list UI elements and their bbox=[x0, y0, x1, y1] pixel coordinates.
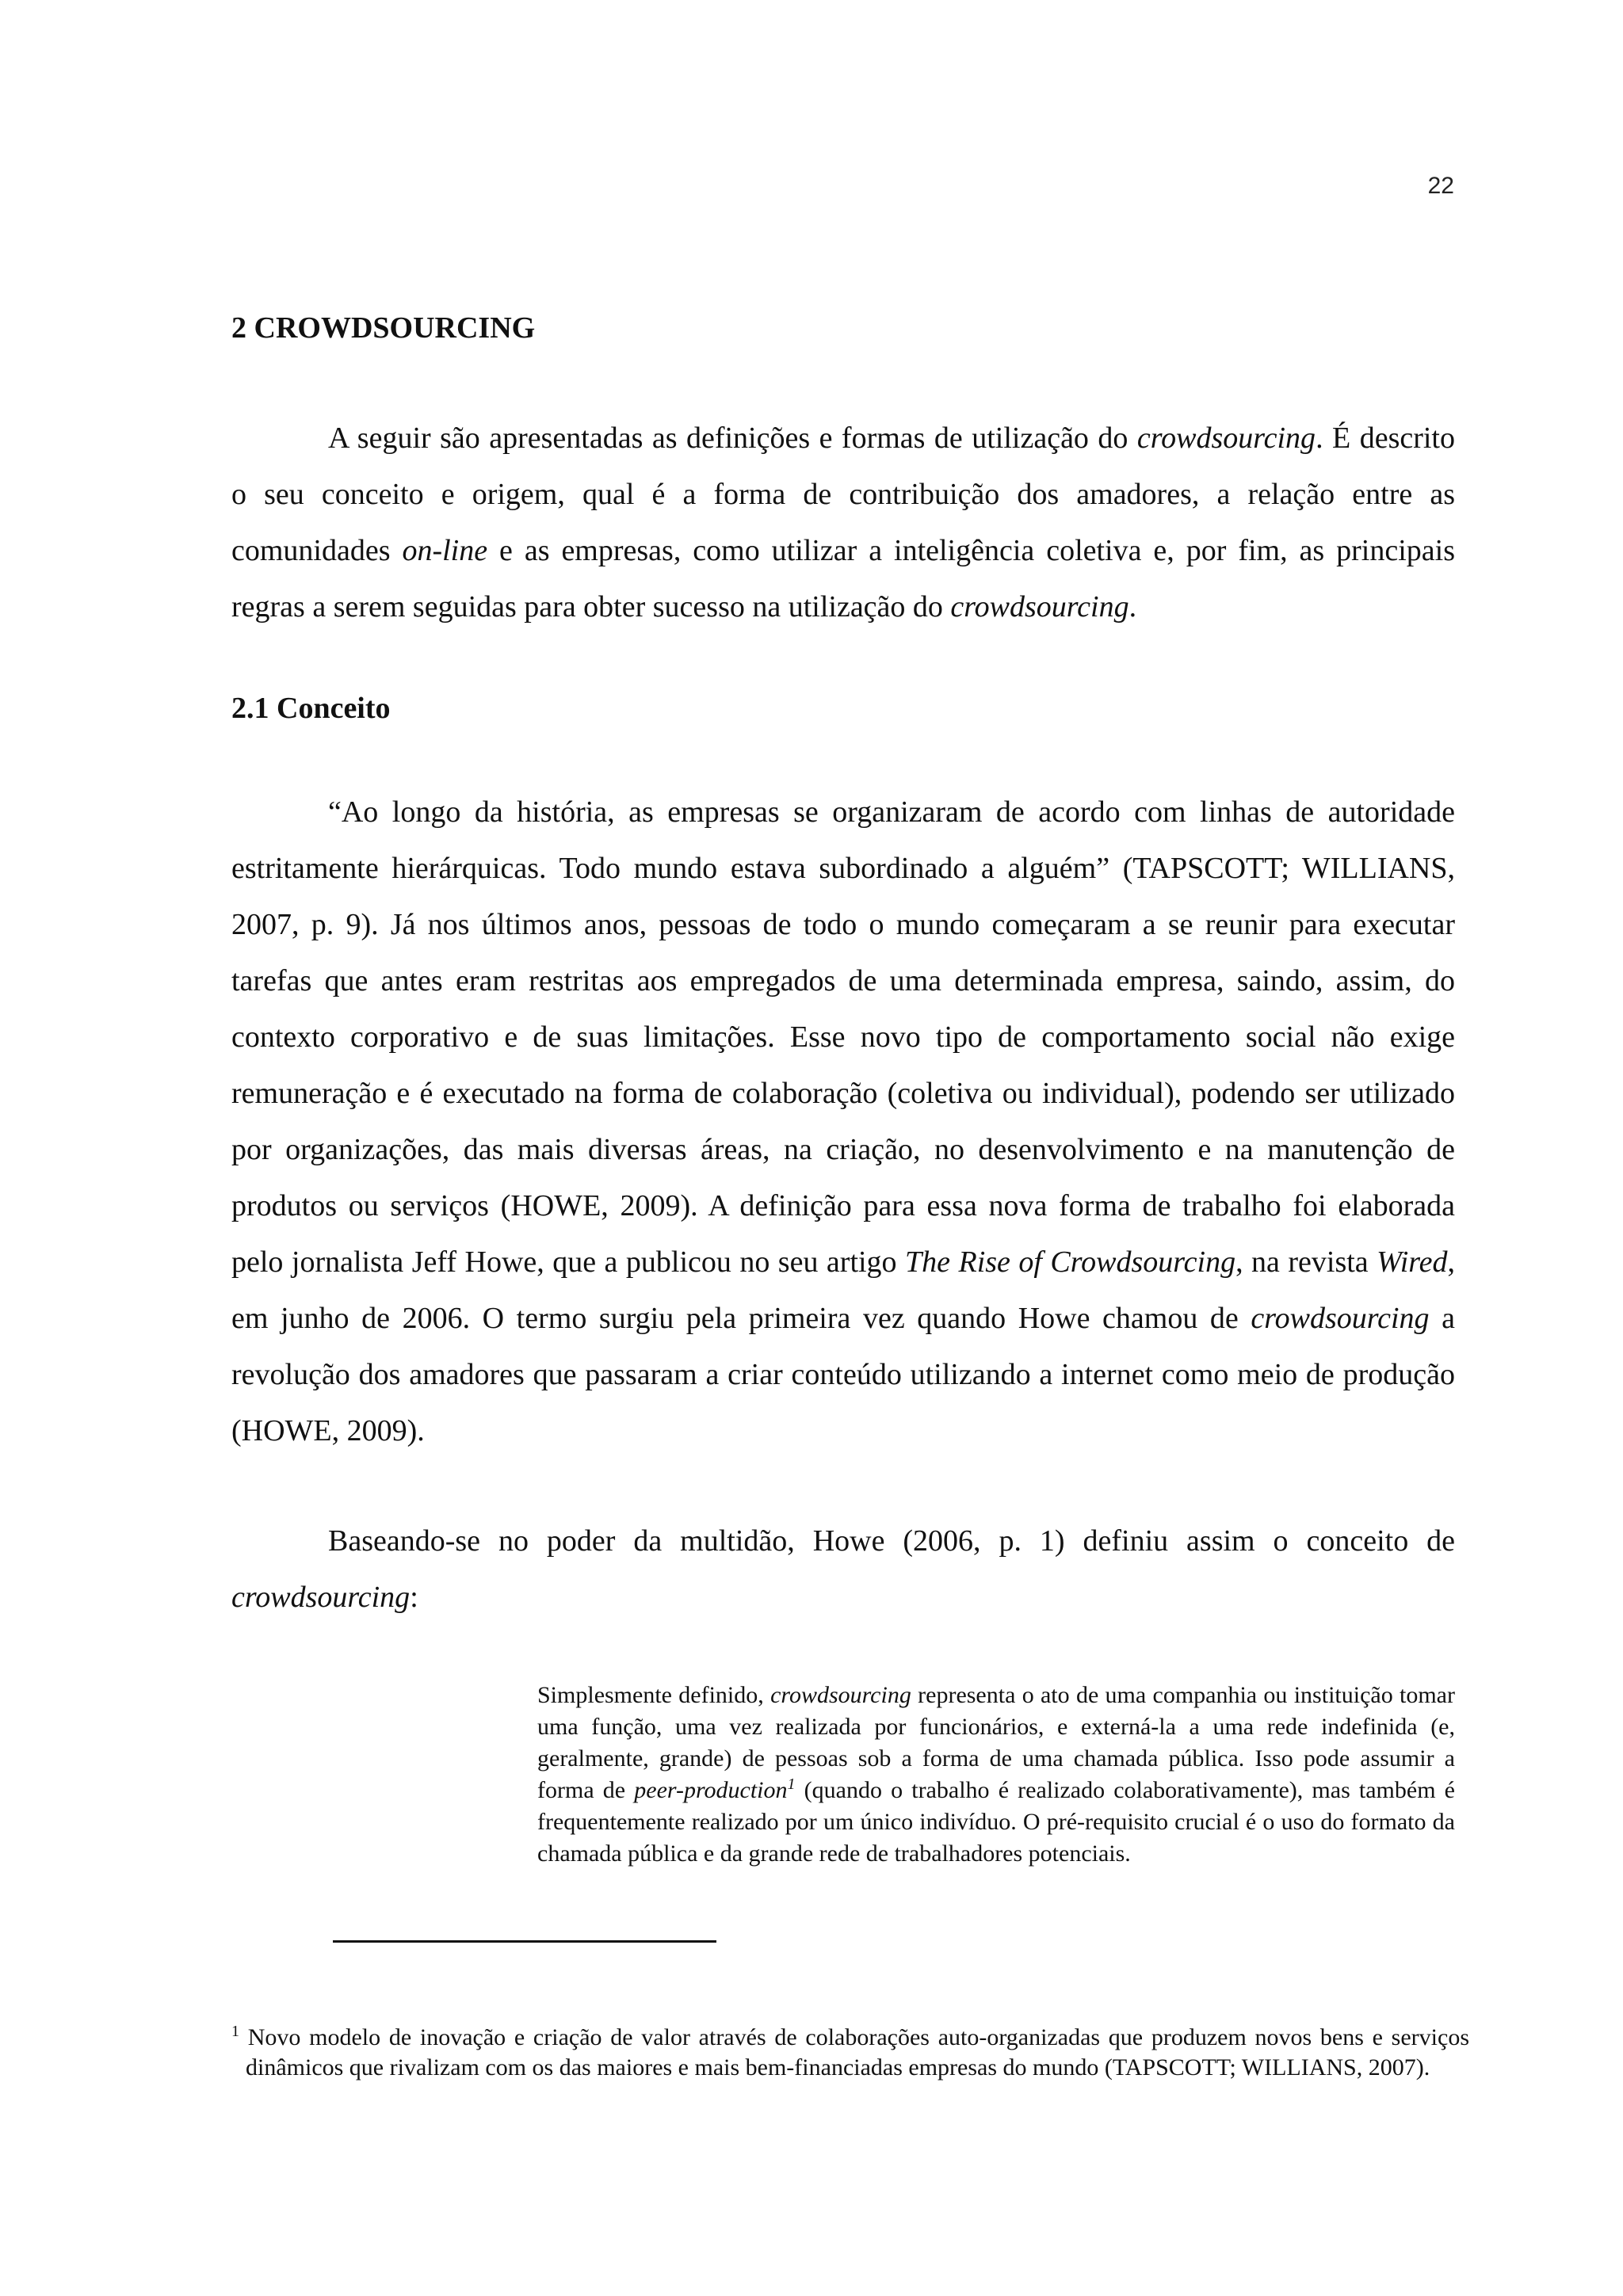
definition-intro-term: crowdsourcing bbox=[231, 1581, 411, 1614]
intro-text-1: A seguir são apresentadas as definições e formas de utilização do bbox=[328, 421, 1137, 455]
footnote-mark: 1 bbox=[231, 2023, 239, 2040]
definition-intro-paragraph bbox=[231, 1513, 1455, 1626]
footnote-separator bbox=[333, 1940, 716, 1943]
definition-intro-colon: : bbox=[410, 1581, 418, 1614]
section-title: 2.1 Conceito bbox=[231, 692, 391, 725]
magazine-name: Wired bbox=[1377, 1245, 1448, 1279]
block-quote bbox=[537, 1680, 1455, 1870]
intro-text-4: . bbox=[1128, 590, 1137, 624]
intro-term-crowdsourcing-2: crowdsourcing bbox=[950, 590, 1129, 624]
quote-text-3: (quando o trabalho é realizado colaborativamente), mas também é frequentemente realizado por um único indivíduo. O pré-requisito crucial é o uso do formato da chamada pública e da grande rede de trabalhadores potenciais. bbox=[537, 1777, 1455, 1867]
quote-text-1: Simplesmente definido, bbox=[537, 1682, 771, 1708]
definition-intro-text: Baseando-se no poder da multidão, Howe (2006, p. 1) definiu assim o conceito de bbox=[328, 1524, 1455, 1558]
concept-paragraph bbox=[231, 784, 1455, 1459]
page-number: 22 bbox=[1427, 173, 1454, 199]
chapter-title: 2 CROWDSOURCING bbox=[231, 311, 536, 345]
quote-term-peer-production: peer-production bbox=[634, 1777, 788, 1803]
concept-term-crowdsourcing: crowdsourcing bbox=[1251, 1302, 1430, 1335]
intro-text-2: . É descrito o seu conceito e origem, qual é a forma de contribuição dos amadores, a relação entre as comunidades bbox=[231, 421, 1455, 567]
article-title: The Rise of Crowdsourcing bbox=[905, 1245, 1236, 1279]
intro-paragraph bbox=[231, 410, 1455, 635]
quote-term-crowdsourcing: crowdsourcing bbox=[770, 1682, 911, 1708]
concept-text-3: , em junho de 2006. O termo surgiu pela primeira vez quando Howe chamou de bbox=[231, 1245, 1455, 1335]
concept-text-4: a revolução dos amadores que passaram a criar conteúdo utilizando a internet como meio de produção (HOWE, 2009). bbox=[231, 1302, 1455, 1447]
quote-text-2: representa o ato de uma companhia ou instituição tomar uma função, uma vez realizada por funcionários, e externá-la a uma rede indefinida (e, geralmente, grande) de pessoas sob a forma de uma chamada pública. Isso pode assumir a forma de bbox=[537, 1682, 1455, 1803]
intro-term-crowdsourcing: crowdsourcing bbox=[1136, 421, 1316, 455]
concept-text-1: “Ao longo da história, as empresas se organizaram de acordo com linhas de autoridade estritamente hierárquicas. Todo mundo estava subordinado a alguém” (TAPSCOTT; WILLIANS, 2007, p. 9). Já nos últimos anos, pessoas de todo o mundo começaram a se reunir para executar tarefas que antes eram restritas aos empregados de uma determinada empresa, saindo, assim, do contexto corporativo e de suas limitações. Esse novo tipo de comportamento social não exige remuneração e é executado na forma de colaboração (coletiva ou individual), podendo ser utilizado por organizações, das mais diversas áreas, na criação, no desenvolvimento e na manutenção de produtos ou serviços (HOWE, 2009). A definição para essa nova forma de trabalho foi elaborada pelo jornalista Jeff Howe, que a publicou no seu artigo bbox=[231, 795, 1455, 1279]
footnote bbox=[231, 2023, 1469, 2083]
footnote-text: Novo modelo de inovação e criação de valor através de colaborações auto-organizadas que produzem novos bens e serviços dinâmicos que rivalizam com os das maiores e mais bem-financiadas empresas do mundo (TAPSCOTT; WILLIANS, 2007). bbox=[239, 2024, 1469, 2081]
concept-text-2: , na revista bbox=[1235, 1245, 1377, 1279]
intro-text-3: e as empresas, como utilizar a inteligência coletiva e, por fim, as principais regras a serem seguidas para obter sucesso na utilização do bbox=[231, 534, 1455, 624]
intro-term-online: on-line bbox=[402, 534, 488, 567]
footnote-reference: 1 bbox=[787, 1775, 796, 1793]
